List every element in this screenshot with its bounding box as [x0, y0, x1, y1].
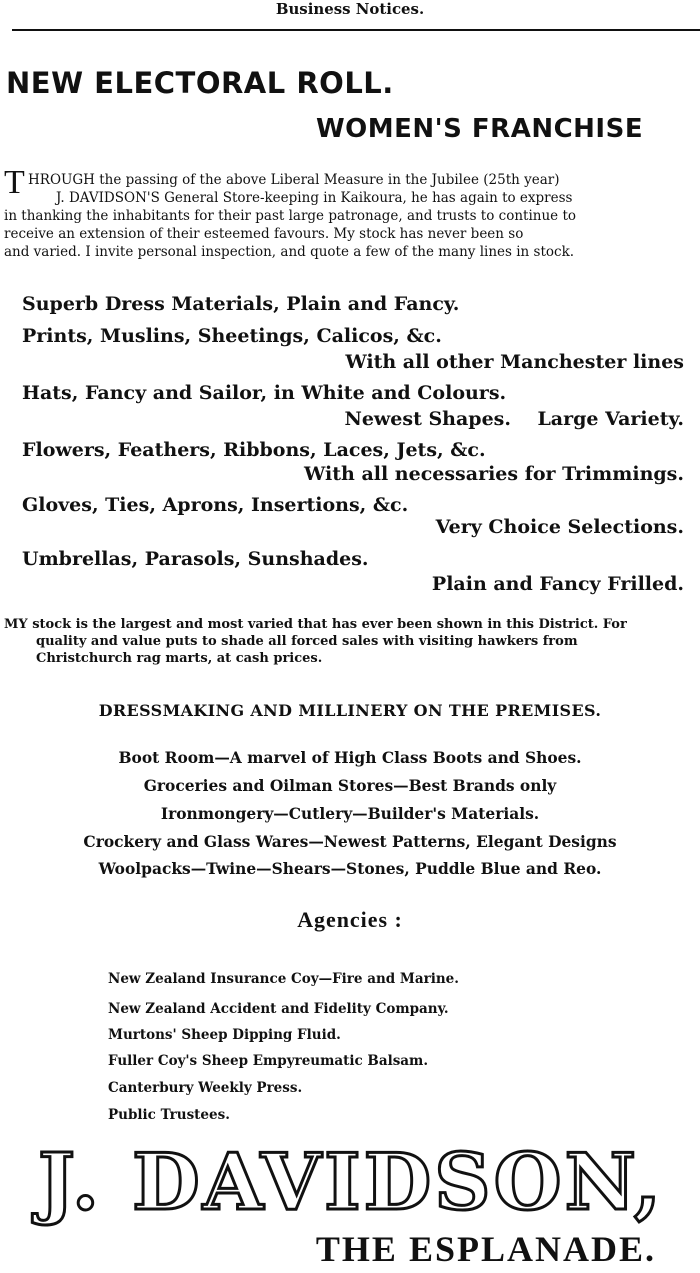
goods-item: Prints, Muslins, Sheetings, Calicos, &c.	[22, 325, 442, 347]
headline-electoral-roll: NEW ELECTORAL ROLL.	[6, 66, 394, 100]
intro-line: in thanking the inhabitants for their past large patronage, and trusts to continue to	[4, 208, 577, 224]
agency-item: New Zealand Insurance Coy—Fire and Marine.	[108, 971, 459, 987]
intro-line: and varied. I invite personal inspection, and quote a few of the many lines in stock.	[4, 244, 575, 260]
goods-item-detail: Plain and Fancy Frilled.	[431, 573, 684, 595]
agencies-heading: Agencies :	[297, 907, 403, 932]
goods-item-detail: Very Choice Selections.	[435, 516, 684, 538]
goods-item-detail: Newest Shapes. Large Variety.	[344, 408, 684, 430]
goods-item: Superb Dress Materials, Plain and Fancy.	[22, 293, 460, 315]
intro-drop-cap: T	[4, 164, 25, 201]
goods-item: Flowers, Feathers, Ribbons, Laces, Jets, &c.	[22, 439, 486, 461]
proprietor-name: J. DAVIDSON,	[38, 1137, 665, 1228]
department-line: Ironmongery—Cutlery—Builder's Materials.	[160, 804, 540, 823]
section-header: Business Notices.	[275, 0, 425, 18]
header-rule	[12, 29, 700, 31]
department-line: Boot Room—A marvel of High Class Boots and Shoes.	[118, 748, 582, 767]
goods-item: Hats, Fancy and Sailor, in White and Colours.	[22, 382, 507, 404]
department-line: Woolpacks—Twine—Shears—Stones, Puddle Blue and Reo.	[98, 859, 602, 878]
intro-line: receive an extension of their esteemed favours. My stock has never been so	[4, 226, 524, 242]
intro-line: J. DAVIDSON'S General Store-keeping in Kaikoura, he has again to express	[56, 190, 573, 206]
agency-item: Public Trustees.	[108, 1107, 230, 1123]
agency-item: Fuller Coy's Sheep Empyreumatic Balsam.	[108, 1053, 429, 1069]
intro-line: HROUGH the passing of the above Liberal Measure in the Jubilee (25th year)	[28, 172, 560, 188]
agency-item: New Zealand Accident and Fidelity Company.	[108, 1001, 449, 1017]
stock-note-line: MY stock is the largest and most varied that has ever been shown in this District. For	[4, 617, 627, 632]
agency-item: Murtons' Sheep Dipping Fluid.	[108, 1027, 341, 1043]
dressmaking-heading: DRESSMAKING AND MILLINERY ON THE PREMISES.	[98, 701, 602, 720]
goods-item-detail: With all other Manchester lines	[345, 351, 684, 373]
stock-note-line: Christchurch rag marts, at cash prices.	[36, 651, 323, 666]
stock-note-line: quality and value puts to shade all forced sales with visiting hawkers from	[36, 634, 578, 649]
store-address: THE ESPLANADE.	[315, 1229, 656, 1269]
goods-item: Gloves, Ties, Aprons, Insertions, &c.	[22, 494, 409, 516]
goods-item-detail: With all necessaries for Trimmings.	[304, 463, 684, 485]
goods-item: Umbrellas, Parasols, Sunshades.	[22, 548, 369, 570]
agency-item: Canterbury Weekly Press.	[108, 1080, 303, 1096]
department-line: Groceries and Oilman Stores—Best Brands only	[143, 776, 557, 795]
department-line: Crockery and Glass Wares—Newest Patterns, Elegant Designs	[83, 832, 617, 851]
headline-womens-franchise: WOMEN'S FRANCHISE	[316, 114, 644, 144]
